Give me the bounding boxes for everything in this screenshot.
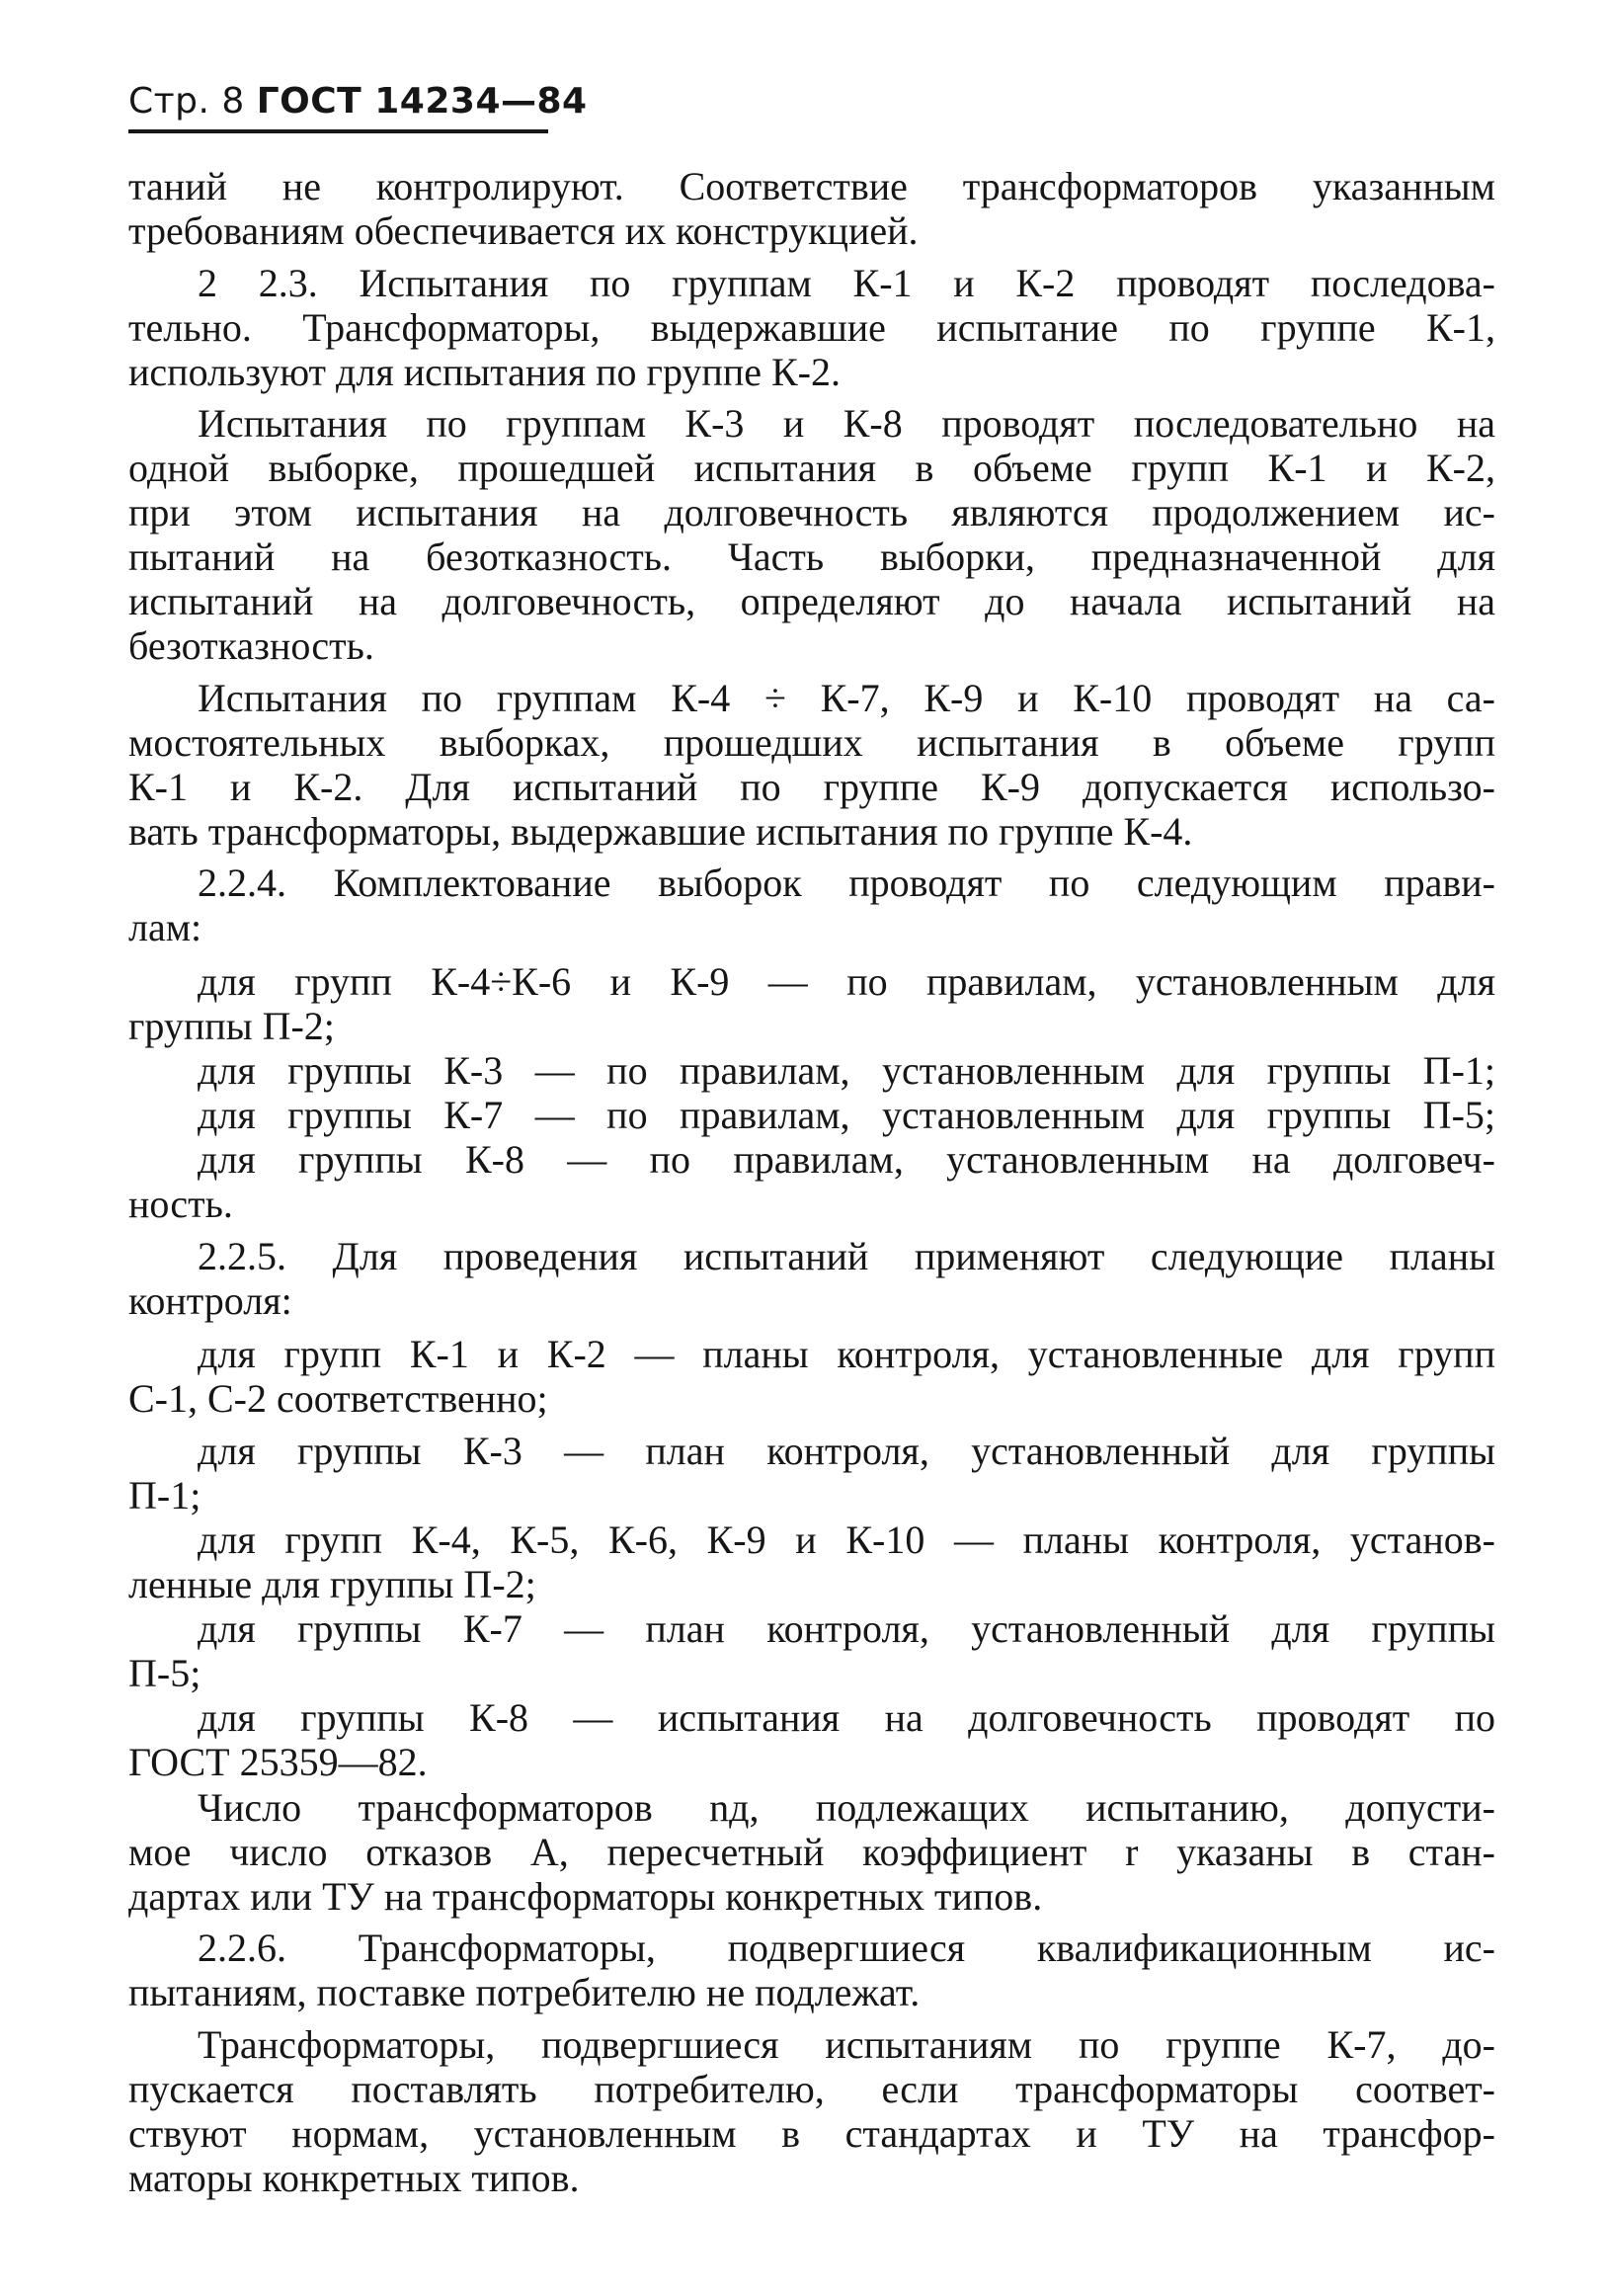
text-line: Число трансформаторов nд, подлежащих испытанию, допусти- bbox=[198, 1785, 1495, 1830]
text-line: для группы К-3 — план контроля, установленный для группы bbox=[198, 1429, 1495, 1473]
text-line: С-1, С-2 соответственно; bbox=[128, 1376, 548, 1421]
header-rule bbox=[128, 129, 548, 133]
text-line: используют для испытания по группе К-2. bbox=[128, 350, 841, 394]
text-line: группы П-2; bbox=[128, 1004, 335, 1048]
text-line: 2.2.6. Трансформаторы, подвергшиеся квалификационным ис- bbox=[198, 1926, 1495, 1970]
text-line: тельно. Трансформаторы, выдержавшие испытание по группе К-1, bbox=[128, 305, 1495, 350]
text-line: маторы конкретных типов. bbox=[128, 2156, 580, 2200]
text-line: для группы К-7 — план контроля, установленный для группы bbox=[198, 1606, 1495, 1651]
text-line: испытаний на долговечность, определяют до начала испытаний на bbox=[128, 579, 1495, 623]
text-line: мое число отказов A, пересчетный коэффициент r указаны в стан- bbox=[128, 1830, 1495, 1874]
page-header bbox=[128, 81, 588, 122]
text-line: Испытания по группам К-3 и К-8 проводят последовательно на bbox=[198, 401, 1495, 446]
text-line: одной выборке, прошедшей испытания в объеме групп К-1 и К-2, bbox=[128, 446, 1495, 490]
text-line: 2.2.4. Комплектование выборок проводят по следующим прави- bbox=[198, 861, 1495, 905]
text-line: при этом испытания на долговечность являются продолжением ис- bbox=[128, 490, 1495, 534]
text-line: таний не контролируют. Соответствие трансформаторов указанным bbox=[128, 164, 1495, 208]
text-line: пытаний на безотказность. Часть выборки, предназначенной для bbox=[128, 534, 1495, 579]
text-line: П-5; bbox=[128, 1651, 201, 1695]
text-line: 2.2.5. Для проведения испытаний применяют следующие планы bbox=[198, 1234, 1495, 1278]
text-line: Трансформаторы, подвергшиеся испытаниям по группе К-7, до- bbox=[198, 2022, 1495, 2067]
text-line: для групп К-1 и К-2 — планы контроля, установленные для групп bbox=[198, 1332, 1495, 1376]
text-line: Испытания по группам К-4 ÷ К-7, К-9 и К-10 проводят на са- bbox=[198, 676, 1495, 720]
text-line: для групп К-4, К-5, К-6, К-9 и К-10 — планы контроля, установ- bbox=[198, 1517, 1495, 1562]
text-line: ГОСТ 25359—82. bbox=[128, 1740, 428, 1784]
text-line: 2 2.3. Испытания по группам К-1 и К-2 проводят последова- bbox=[198, 261, 1495, 305]
text-line: для группы К-8 — испытания на долговечность проводят по bbox=[198, 1695, 1495, 1740]
text-line: требованиям обеспечивается их конструкцией. bbox=[128, 208, 919, 253]
text-line: мостоятельных выборках, прошедших испытания в объеме групп bbox=[128, 720, 1495, 765]
page-number: Стр. 8 bbox=[128, 81, 245, 122]
text-line: ствуют нормам, установленным в стандартах и ТУ на трансфор- bbox=[128, 2111, 1495, 2156]
text-line: для группы К-3 — по правилам, установленным для группы П-1; bbox=[198, 1048, 1495, 1093]
text-line: П-1; bbox=[128, 1473, 201, 1517]
text-line: для групп К-4÷К-6 и К-9 — по правилам, установленным для bbox=[198, 959, 1495, 1004]
text-line: вать трансформаторы, выдержавшие испытания по группе К-4. bbox=[128, 809, 1193, 854]
text-line: для группы К-8 — по правилам, установленным на долговеч- bbox=[198, 1137, 1495, 1182]
text-line: лам: bbox=[128, 905, 202, 949]
text-line: пускается поставлять потребителю, если трансформаторы соответ- bbox=[128, 2067, 1495, 2111]
text-line: пытаниям, поставке потребителю не подлежат. bbox=[128, 1970, 921, 2014]
text-line: безотказность. bbox=[128, 623, 374, 668]
standard-number: ГОСТ 14234—84 bbox=[256, 81, 588, 122]
text-line: дартах или ТУ на трансформаторы конкретных типов. bbox=[128, 1874, 1043, 1919]
text-line: К-1 и К-2. Для испытаний по группе К-9 допускается использо- bbox=[128, 765, 1495, 809]
text-line: ленные для группы П-2; bbox=[128, 1562, 536, 1606]
text-line: контроля: bbox=[128, 1278, 292, 1323]
text-line: для группы К-7 — по правилам, установленным для группы П-5; bbox=[198, 1093, 1495, 1137]
text-line: ность. bbox=[128, 1182, 233, 1226]
